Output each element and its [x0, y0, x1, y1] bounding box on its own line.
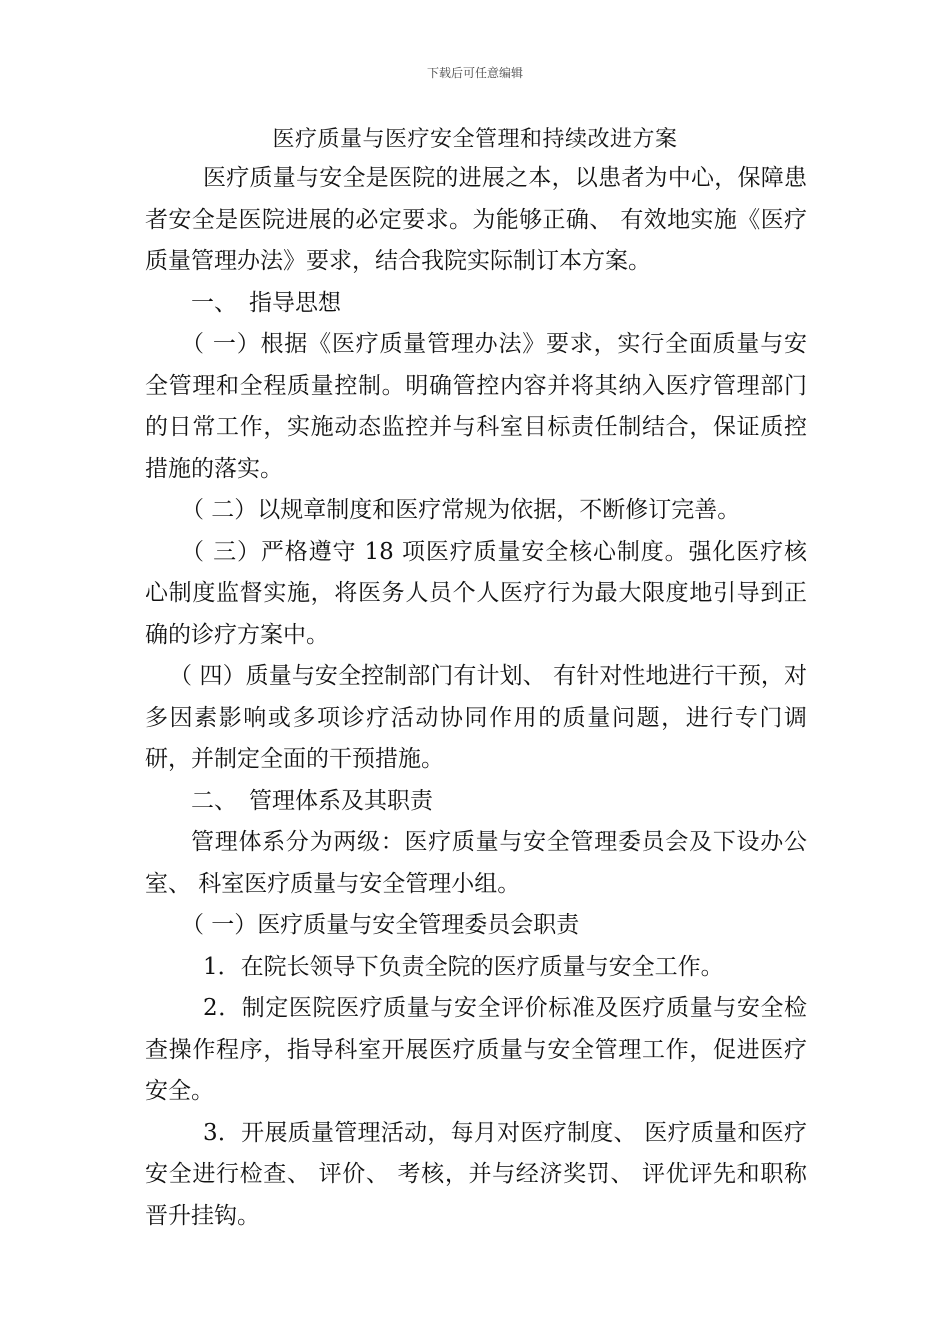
system-intro-paragraph: 管理体系分为两级：医疗质量与安全管理委员会及下设办公室、 科室医疗质量与安全管理小组。 [145, 829, 807, 897]
section-heading-1 [145, 283, 807, 325]
duty-item-1: 1．在院长领导下负责全院的医疗质量与安全工作。 [203, 953, 724, 980]
duty-item-2: 2．制定医院医疗质量与安全评价标准及医疗质量与安全检查操作程序，指导科室开展医疗质量与安全管理工作，促进医疗安全。 [145, 995, 807, 1104]
intro-paragraph: 医疗质量与安全是医院的进展之本，以患者为中心，保障患者安全是医院进展的必定要求。为能够正确、 有效地实施《医疗质量管理办法》要求，结合我院实际制订本方案。 [145, 165, 807, 274]
header-note: 下载后可任意编辑 [426, 66, 523, 80]
guideline-item-2: （ 二）以规章制度和医疗常规为依据，不断修订完善。 [181, 497, 741, 523]
guideline-item-4: （ 四）质量与安全控制部门有计划、 有针对性地进行干预，对多因素影响或多项诊疗活动协同作用的质量问题，进行专门调研，并制定全面的干预措施。 [145, 663, 807, 772]
section-heading-2 [145, 781, 807, 823]
section-title: 指导思想 [249, 289, 341, 316]
guideline-item-3: （ 三）严格遵守 18 项医疗质量安全核心制度。强化医疗核心制度监督实施，将医务人员个人医疗行为最大限度地引导到正确的诊疗方案中。 [145, 538, 807, 648]
guideline-item-1: （ 一）根据《医疗质量管理办法》要求，实行全面质量与安全管理和全程质量控制。明确管控内容并将其纳入医疗管理部门的日常工作，实施动态监控并与科室目标责任制结合，保证质控措施的落实。 [145, 331, 807, 482]
subsection-heading: （ 一）医疗质量与安全管理委员会职责 [181, 912, 580, 938]
section-title: 管理体系及其职责 [249, 787, 433, 814]
duty-item-3: 3．开展质量管理活动，每月对医疗制度、 医疗质量和医疗安全进行检查、 评价、 考核，并与经济奖罚、 评优评先和职称晋升挂钩。 [145, 1119, 807, 1229]
document-title: 医疗质量与医疗安全管理和持续改进方案 [272, 127, 678, 152]
document-body [145, 158, 807, 1237]
section-number: 一、 [191, 289, 237, 316]
section-number: 二、 [191, 787, 237, 814]
